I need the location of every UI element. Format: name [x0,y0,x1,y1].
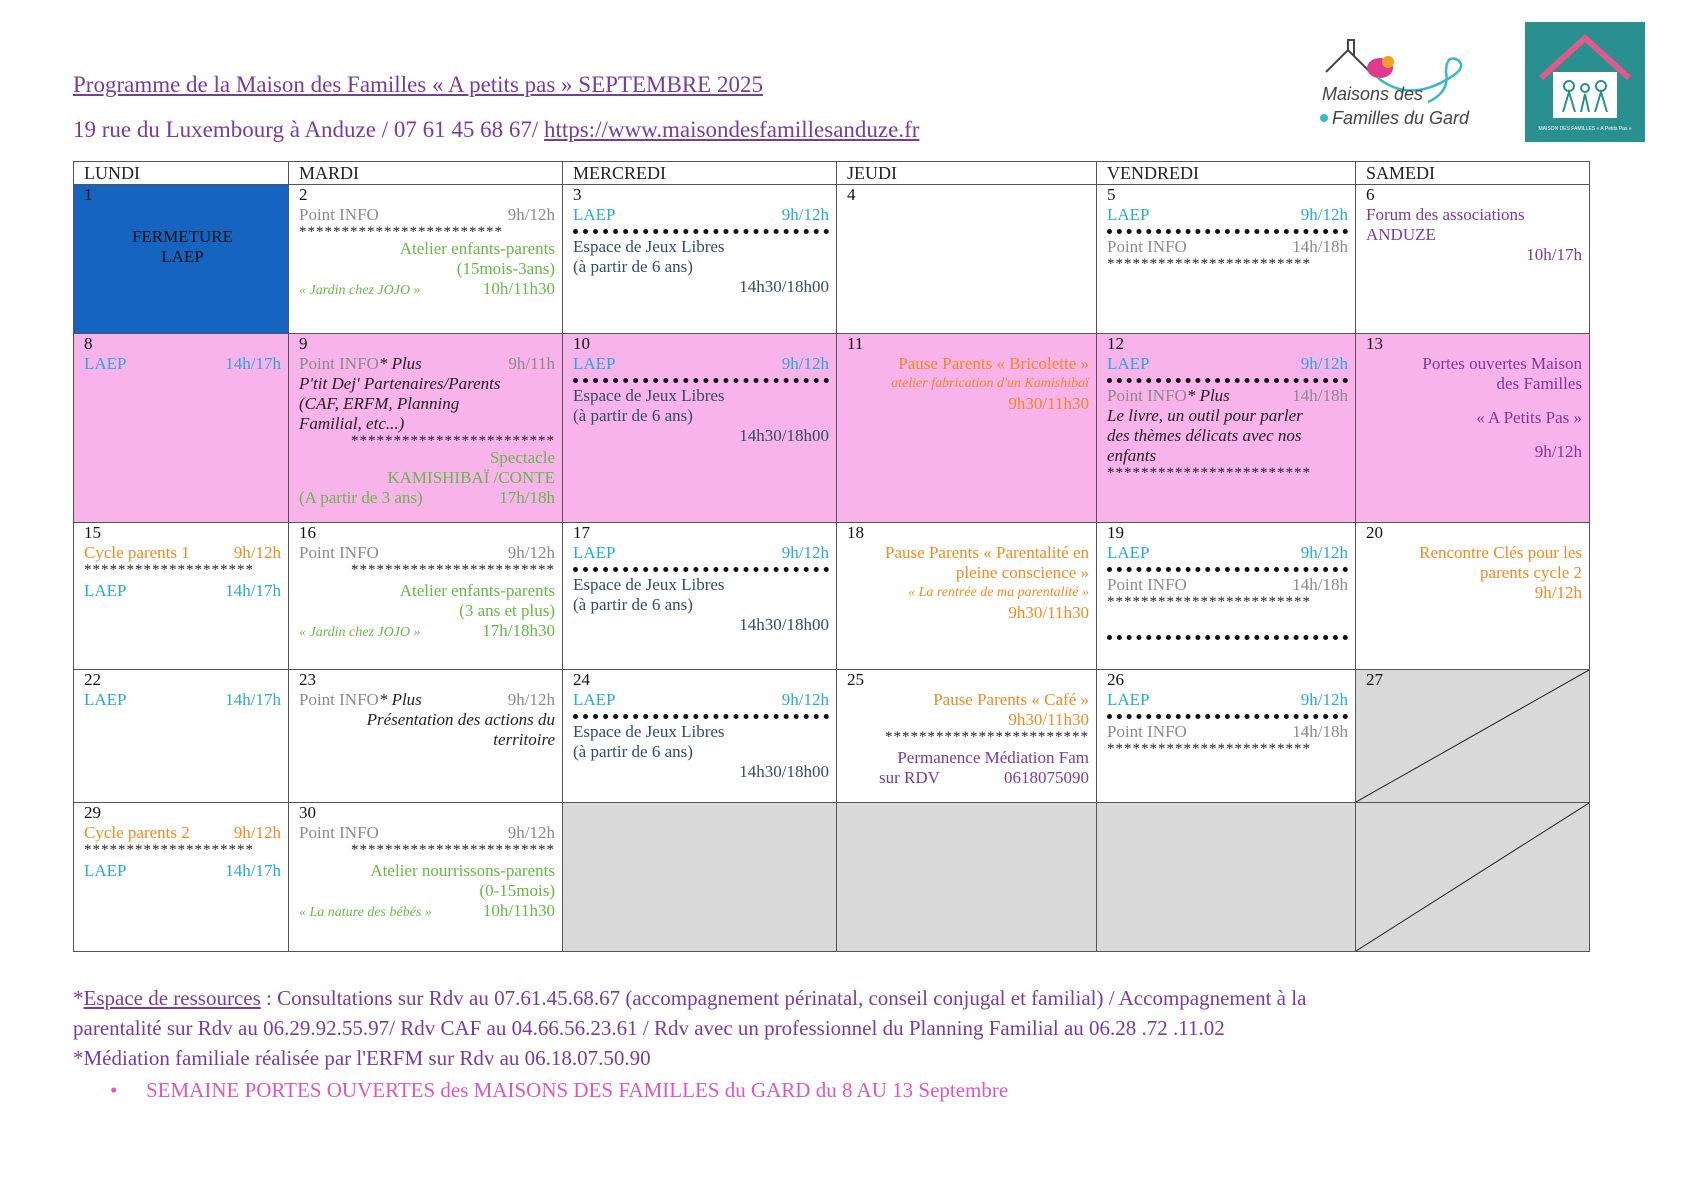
event-time: 17h/18h30 [482,621,555,640]
event-label: LAEP [573,205,616,224]
footer-notes [73,983,1613,1073]
weekday-wednesday: MERCREDI [563,162,837,185]
espace-time: 14h30/18h00 [739,615,829,634]
day-number: 17 [573,523,590,542]
forum-label: Forum des associations [1366,205,1525,224]
atelier-label: Atelier enfants-parents [399,239,555,258]
espace-label: Espace de Jeux Libres [573,237,725,256]
cycle-row [84,823,281,843]
day-number: 20 [1366,523,1383,542]
event-label: Point INFO [1107,237,1187,256]
espace-age: (à partir de 6 ans) [573,406,693,425]
espace-label: Espace de Jeux Libres [573,575,725,594]
espace-time: 14h30/18h00 [739,277,829,296]
event-label: LAEP [84,354,127,373]
event-description: territoire [493,730,555,749]
point-info-row [1107,575,1348,595]
day-cell-3 [563,185,837,334]
day-cell-12 [1097,334,1356,523]
separator-stars: ************************ [299,225,503,239]
pause-parents-label-2: pleine conscience » [955,563,1089,582]
event-description: enfants [1107,446,1157,465]
svg-text:MAISON DES FAMILLES « A Petits: MAISON DES FAMILLES « A Petits Pas » [1538,126,1632,132]
day-number: 19 [1107,523,1124,542]
event-label: LAEP [84,690,127,709]
address-line [73,117,919,143]
day-number: 16 [299,523,316,542]
event-time: 9h/12h [233,823,281,842]
day-cell-10 [563,334,837,523]
event-label: LAEP [1107,690,1150,709]
laep-row [1107,690,1348,710]
laep-row [573,354,829,374]
rencontre-label-2: parents cycle 2 [1480,563,1582,582]
separator-stars: ************************ [351,563,555,577]
forum-time: 10h/17h [1526,245,1582,264]
separator-stars: ************************ [351,434,555,448]
event-time: 14h/18h [1292,722,1348,741]
week-row-1 [74,185,1590,334]
laep-row [84,861,281,881]
event-label: LAEP [1107,205,1150,224]
day-cell-25 [837,670,1097,803]
day-number: 2 [299,185,308,204]
day-number: 9 [299,334,308,353]
event-label: « Jardin chez JOJO » [299,283,421,298]
pause-parents-desc: atelier fabrication d'un Kamishibaï [891,376,1089,391]
day-number: 4 [847,185,856,204]
day-number: 3 [573,185,582,204]
laep-row [84,690,281,710]
pause-parents-time: 9h30/11h30 [1008,603,1089,622]
event-label: LAEP [573,690,616,709]
a-petits-pas-logo [1525,22,1645,142]
separator-stars: ************************ [885,730,1089,744]
day-number: 6 [1366,185,1375,204]
event-time: 9h/12h [507,543,555,562]
event-time: 9h/12h [1300,543,1348,562]
espace-age: (à partir de 6 ans) [573,742,693,761]
day-number: 15 [84,523,101,542]
event-time: 14h/17h [225,690,281,709]
event-label: « Jardin chez JOJO » [299,625,421,640]
atelier-age: (3 ans et plus) [459,601,555,620]
separator-stars: ******************** [84,843,254,857]
day-cell-11 [837,334,1097,523]
day-number: 13 [1366,334,1383,353]
point-info-row [299,690,555,710]
event-time: 9h/12h [781,205,829,224]
event-label: Point INFO [299,543,379,562]
address-text: 19 rue du Luxembourg à Anduze / 07 61 45 68 67/ [73,117,545,142]
dotted-separator [1107,229,1348,234]
website-link[interactable]: https://www.maisondesfamillesanduze.fr [544,117,920,142]
event-description: Présentation des actions du [366,710,555,729]
point-info-row [299,354,555,374]
crossed-out-diagonal [1356,670,1589,802]
mediation-note: *Médiation familiale réalisée par l'ERFM sur Rdv au 06.18.07.50.90 [73,1046,651,1070]
espace-age: (à partir de 6 ans) [573,257,693,276]
separator-stars: ************************ [1107,742,1311,756]
forum-place: ANDUZE [1366,225,1436,244]
day-cell-4 [837,185,1097,334]
weekday-thursday: JEUDI [837,162,1097,185]
event-time: 14h/17h [225,861,281,880]
spectacle-row [299,488,555,508]
event-label: Point INFO [299,205,379,224]
day-number: 11 [847,334,864,353]
separator-stars: ************************ [1107,257,1311,271]
plus-label: * Plus [378,690,422,709]
event-time: 14h/17h [225,354,281,373]
espace-age: (à partir de 6 ans) [573,595,693,614]
atelier-age: (15mois-3ans) [456,259,555,278]
day-cell-20 [1356,523,1590,670]
event-time: 9h/12h [1300,205,1348,224]
weekday-friday: VENDREDI [1097,162,1356,185]
rencontre-label: Rencontre Clés pour les [1419,543,1582,562]
dotted-separator [573,229,829,234]
event-time: 9h/12h [781,354,829,373]
event-label: Cycle parents 1 [84,543,190,562]
event-time: 10h/11h30 [482,901,555,920]
svg-text:Familles du Gard: Familles du Gard [1332,108,1470,128]
pause-parents-label: Pause Parents « Café » [933,690,1089,709]
laep-row [84,581,281,601]
day-cell-24 [563,670,837,803]
day-number: 30 [299,803,316,822]
point-info-row [1107,386,1348,406]
day-number: 22 [84,670,101,689]
event-time: 9h/12h [1300,354,1348,373]
laep-row [573,690,829,710]
dotted-separator [1107,567,1348,572]
asterisk: * [73,986,84,1010]
open-week-text: SEMAINE PORTES OUVERTES des MAISONS DES FAMILLES du GARD du 8 AU 13 Septembre [146,1078,1009,1102]
espace-label: Espace de Jeux Libres [573,386,725,405]
event-label: (A partir de 3 ans) [299,488,423,507]
kamishibai-label: KAMISHIBAÏ /CONTE [387,468,555,487]
event-label: LAEP [573,543,616,562]
empty-cell [1097,803,1356,952]
point-info-row [299,205,555,225]
dotted-separator [573,567,829,572]
point-info-row [1107,722,1348,742]
rencontre-time: 9h/12h [1534,583,1582,602]
weekday-monday: LUNDI [74,162,289,185]
day-number: 18 [847,523,864,542]
event-time: 9h/12h [781,690,829,709]
day-cell-15 [74,523,289,670]
resources-note-continued: parentalité sur Rdv au 06.29.92.55.97/ Rdv CAF au 04.66.56.23.61 / Rdv avec un professionnel du Planning Familial au 06.28 .72 .11.02 [73,1016,1225,1040]
open-house-time: 9h/12h [1534,442,1582,461]
day-cell-16 [289,523,563,670]
event-time: 9h/12h [1300,690,1348,709]
separator-stars: ************************ [351,843,555,857]
day-cell-2 [289,185,563,334]
event-time: 9h/12h [781,543,829,562]
dotted-separator [573,378,829,383]
plus-label: * Plus [378,354,422,373]
week-row-3 [74,523,1590,670]
day-cell-13 [1356,334,1590,523]
espace-label: Espace de Jeux Libres [573,722,725,741]
day-number: 5 [1107,185,1116,204]
event-label: Point INFO [299,690,379,709]
event-label: « La nature des bébés » [299,905,432,920]
day-number: 1 [84,185,93,204]
dotted-separator [1107,378,1348,383]
espace-time: 14h30/18h00 [739,426,829,445]
weekday-header-row [74,162,1590,185]
event-time: 9h/12h [507,205,555,224]
separator-stars: ************************ [1107,595,1311,609]
event-time: 14h/18h [1292,575,1348,594]
dotted-separator [573,714,829,719]
laep-row [84,354,281,374]
day-cell-23 [289,670,563,803]
atelier-age: (0-15mois) [479,881,555,900]
event-label: LAEP [84,581,127,600]
day-cell-8 [74,334,289,523]
mediation-row [847,768,1089,788]
week-row-2 [74,334,1590,523]
day-number: 23 [299,670,316,689]
mediation-label: Permanence Médiation Fam [897,748,1089,767]
event-description: P'tit Dej' Partenaires/Parents [299,374,501,393]
laep-row [573,543,829,563]
calendar-table [73,161,1590,952]
event-time: 17h/18h [499,488,555,507]
day-cell-18 [837,523,1097,670]
day-cell-26 [1097,670,1356,803]
resources-text: : Consultations sur Rdv au 07.61.45.68.67 (accompagnement périnatal, conseil conjugal et familial) / Accompagnement à la [260,986,1307,1010]
pause-parents-time: 9h30/11h30 [1008,394,1089,413]
open-week-bullet [110,1078,1008,1103]
resources-link[interactable]: Espace de ressources [83,986,261,1010]
week-row-5 [74,803,1590,952]
event-time: 9h/11h [508,354,555,373]
event-label: LAEP [573,354,616,373]
event-time: 9h/12h [233,543,281,562]
pause-parents-time: 9h30/11h30 [1008,710,1089,729]
weekday-tuesday: MARDI [289,162,563,185]
separator-stars: ************************ [1107,466,1311,480]
event-time: 9h/12h [507,823,555,842]
svg-text:Maisons des: Maisons des [1322,84,1424,104]
event-description: Le livre, un outil pour parler [1107,406,1303,425]
crossed-out-diagonal [1356,803,1589,951]
empty-cell-crossed [1356,803,1590,952]
day-number: 10 [573,334,590,353]
atelier-label: Atelier enfants-parents [399,581,555,600]
event-time: 10h/11h30 [482,279,555,298]
event-label: LAEP [84,861,127,880]
event-label: Point INFO [299,354,379,373]
laep-row [1107,205,1348,225]
day-number: 27 [1366,670,1383,689]
plus-label: * Plus [1186,386,1230,405]
event-time: 9h/12h [507,690,555,709]
laep-row [1107,354,1348,374]
pause-parents-label: Pause Parents « Bricolette » [898,354,1089,373]
event-time: 14h/18h [1292,237,1348,256]
pause-parents-desc: « La rentrée de ma parentalité » [908,585,1089,600]
closure-label: FERMETURE [131,227,234,246]
day-cell-5 [1097,185,1356,334]
day-cell-1 [74,185,289,334]
cycle-row [84,543,281,563]
event-label: Point INFO [1107,386,1187,405]
pause-parents-label: Pause Parents « Parentalité en [885,543,1089,562]
jardin-row [299,621,555,643]
week-row-4 [74,670,1590,803]
event-description: des thèmes délicats avec nos [1107,426,1302,445]
point-info-row [299,543,555,563]
day-cell-29 [74,803,289,952]
day-cell-9 [289,334,563,523]
event-label: LAEP [1107,354,1150,373]
resources-note [73,983,1613,1013]
open-house-name: « A Petits Pas » [1476,408,1582,427]
day-number: 24 [573,670,590,689]
day-number: 29 [84,803,101,822]
event-label: Cycle parents 2 [84,823,190,842]
espace-time: 14h30/18h00 [739,762,829,781]
maisons-des-familles-du-gard-logo [1318,32,1490,140]
laep-row [1107,543,1348,563]
event-label: Point INFO [299,823,379,842]
day-cell-6 [1356,185,1590,334]
open-house-label: Portes ouvertes Maison [1422,354,1582,373]
weekday-saturday: SAMEDI [1356,162,1590,185]
point-info-row [1107,237,1348,257]
point-info-row [299,823,555,843]
event-label: LAEP [1107,543,1150,562]
separator-stars: ******************** [84,563,254,577]
laep-row [573,205,829,225]
bullet-icon: • [110,1078,118,1102]
event-description: (CAF, ERFM, Planning [299,394,460,413]
event-time: 14h/18h [1292,386,1348,405]
event-label: Point INFO [1107,575,1187,594]
event-description: Familial, etc...) [299,414,405,433]
day-cell-17 [563,523,837,670]
day-number: 8 [84,334,93,353]
page-title: Programme de la Maison des Familles « A petits pas » SEPTEMBRE 2025 [73,72,763,97]
empty-cell [837,803,1097,952]
spectacle-label: Spectacle [489,448,555,467]
day-cell-19 [1097,523,1356,670]
open-house-label-2: des Familles [1496,374,1582,393]
event-label: sur RDV [879,768,940,787]
event-label: Point INFO [1107,722,1187,741]
closure-laep-label: LAEP [161,247,204,266]
day-number: 25 [847,670,864,689]
dotted-separator [1107,635,1348,640]
jardin-row [299,279,555,301]
day-cell-27 [1356,670,1590,803]
day-number: 26 [1107,670,1124,689]
atelier-label: Atelier nourrissons-parents [370,861,555,880]
dotted-separator [1107,714,1348,719]
day-cell-30 [289,803,563,952]
event-time: 14h/17h [225,581,281,600]
day-number: 12 [1107,334,1124,353]
nature-row [299,901,555,923]
mediation-phone: 0618075090 [1004,768,1089,787]
day-cell-22 [74,670,289,803]
empty-cell [563,803,837,952]
